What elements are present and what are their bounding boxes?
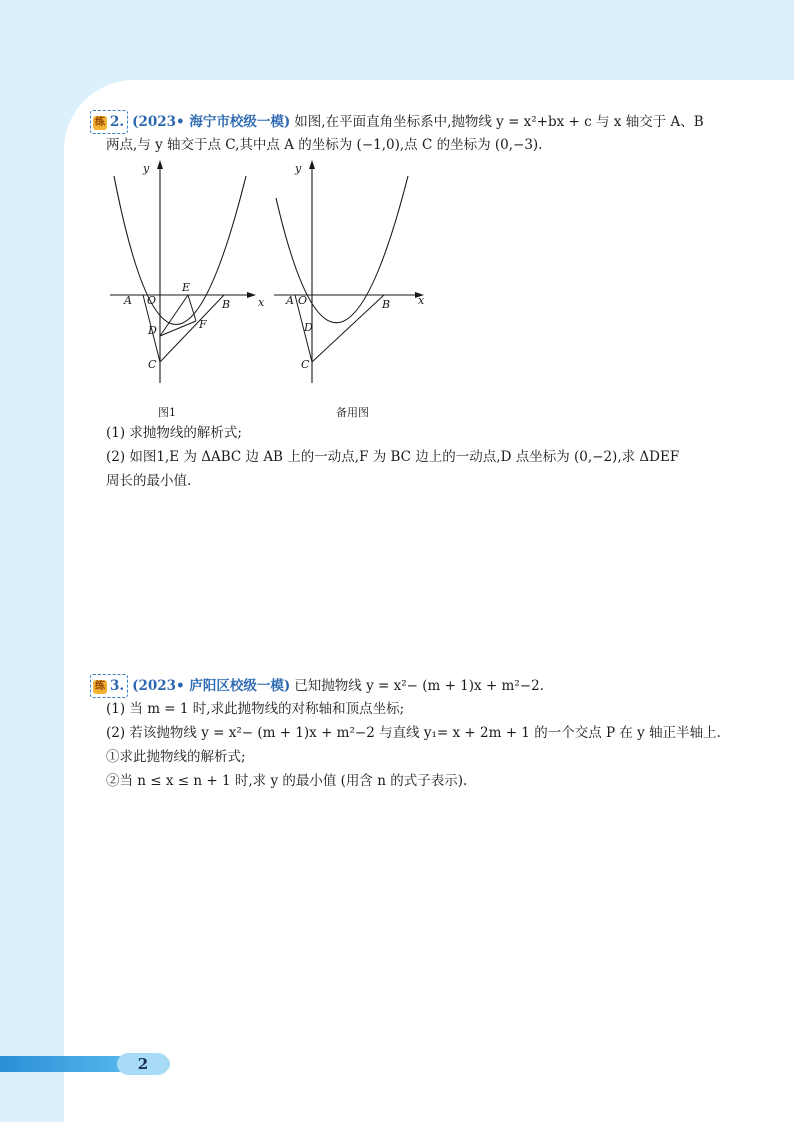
label-d: D [304, 321, 313, 334]
problem-2-question-2-line1: (2) 如图1,E 为 ΔABC 边 AB 上的一动点,F 为 BC 边上的一动点,D 点坐标为 (0,−2),求 ΔDEF [106, 449, 680, 465]
problem-3-badge [90, 674, 128, 698]
problem-3-question-2-part-1: ①求此抛物线的解析式; [106, 749, 246, 765]
problem-3-source: (2023• 庐阳区校级一模) [132, 678, 291, 694]
problem-2-question-1: (1) 求抛物线的解析式; [106, 425, 242, 441]
label-f: F [199, 318, 207, 331]
label-a: A [286, 294, 294, 307]
x-axis-arrow [247, 292, 256, 298]
left-margin-strip [0, 0, 64, 1122]
page-number: 2 [117, 1053, 169, 1075]
label-e: E [182, 281, 191, 294]
practice-tag: 练 [95, 681, 105, 692]
practice-tag: 练 [95, 117, 105, 128]
problem-2-stem-line1: 如图,在平面直角坐标系中,抛物线 y = x²+bx + c 与 x 轴交于 A、B [294, 114, 704, 130]
problem-3-header [90, 674, 544, 698]
label-o: O [298, 294, 308, 307]
label-x: x [418, 294, 425, 307]
problem-2-header [90, 110, 704, 134]
y-axis-arrow [157, 160, 163, 169]
label-b: B [222, 298, 231, 311]
label-a: A [124, 294, 132, 307]
figure-2-caption: 备用图 [336, 406, 369, 419]
problem-3-question-2-part-2: ②当 n ≤ x ≤ n + 1 时,求 y 的最小值 (用含 n 的式子表示). [106, 773, 468, 789]
problem-2-source: (2023• 海宁市校级一模) [132, 114, 291, 130]
problem-2-stem-line2: 两点,与 y 轴交于点 C,其中点 A 的坐标为 (−1,0),点 C 的坐标为 (0,−3). [106, 137, 543, 153]
problem-3-question-2: (2) 若该抛物线 y = x²− (m + 1)x + m²−2 与直线 y₁= x + 2m + 1 的一个交点 P 在 y 轴正半轴上. [106, 725, 721, 741]
problem-2-number: 2. [110, 114, 125, 130]
y-axis-arrow [309, 160, 315, 169]
label-x: x [258, 296, 265, 309]
label-b: B [382, 298, 391, 311]
label-y: y [143, 162, 150, 175]
label-y: y [295, 162, 302, 175]
label-c: C [148, 358, 157, 371]
problem-2-badge [90, 110, 128, 134]
figure-2 [268, 158, 448, 396]
problem-3-number: 3. [110, 678, 125, 694]
figure-1 [100, 158, 280, 396]
segment-bc [160, 295, 224, 362]
problem-3-question-1: (1) 当 m = 1 时,求此抛物线的对称轴和顶点坐标; [106, 701, 405, 717]
segment-bc [312, 295, 384, 362]
label-d: D [148, 324, 157, 337]
label-o: O [147, 294, 157, 307]
figure-1-caption: 图1 [158, 406, 176, 419]
segment-ef [188, 295, 196, 321]
label-c: C [301, 358, 310, 371]
header-band [0, 0, 794, 90]
problem-2-question-2-line2: 周长的最小值. [106, 473, 192, 489]
problem-3-stem: 已知抛物线 y = x²− (m + 1)x + m²−2. [294, 678, 544, 694]
